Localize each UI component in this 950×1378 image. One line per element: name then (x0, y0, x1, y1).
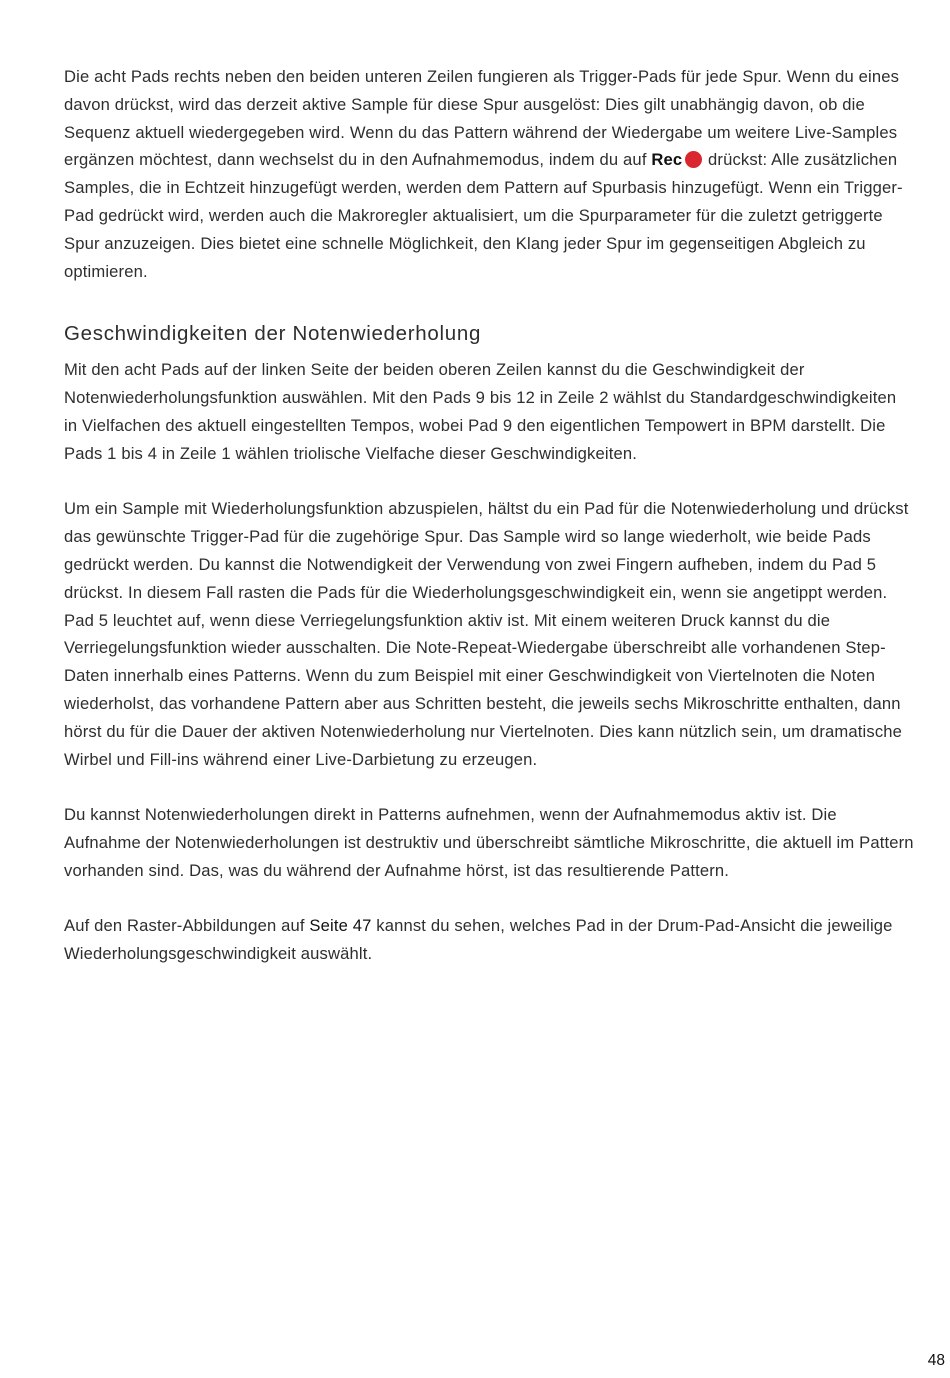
intro-paragraph (64, 63, 914, 285)
rec-button-label: Rec (651, 150, 683, 170)
intro-text-part1: Die acht Pads rechts neben den beiden unteren Zeilen fungieren als Trigger-Pads für jede Spur. Wenn du eines davon drückst, wird das derzeit aktive Sample für diese Spur ausgelöst: Dies gilt unabhängig davon, ob die Sequenz aktuell wiedergegeben wird. Wenn du das Pattern während der Wiedergabe um weitere Live-Samples ergänzen möchtest, dann wechselst du in den Aufnahmemodus, indem du auf (64, 67, 900, 170)
page-reference-link[interactable]: Seite 47 (309, 916, 372, 936)
section-paragraph-3: Du kannst Notenwiederholungen direkt in Patterns aufnehmen, wenn der Aufnahmemodus aktiv ist. Die Aufnahme der Notenwiederholungen ist destruktiv und überschreibt sämtliche Mikroschritte, die aktuell im Pattern vorhanden sind. Das, was du während der Aufnahme hörst, ist das resultierende Pattern. (64, 805, 914, 880)
section-paragraph-2: Um ein Sample mit Wiederholungsfunktion abzuspielen, hältst du ein Pad für die Notenwiederholung und drückst das gewünschte Trigger-Pad für die zugehörige Spur. Das Sample wird so lange wiederholt, wie beide Pads gedrückt werden. Du kannst die Notwendigkeit der Verwendung von zwei Fingern aufheben, indem du Pad 5 drückst. In diesem Fall rasten die Pads für die Wiederholungsgeschwindigkeit ein, wenn sie angetippt werden. Pad 5 leuchtet auf, wenn diese Verriegelungsfunktion aktiv ist. Mit einem weiteren Druck kannst du die Verriegelungsfunktion wieder ausschalten. Die Note-Repeat-Wiedergabe überschreibt alle vorhandenen Step-Daten innerhalb eines Patterns. Wenn du zum Beispiel mit einer Geschwindigkeit von Viertelnoten die Noten wiederholst, das vorhandene Pattern aber aus Schritten besteht, die jeweils sechs Mikroschritte enthalten, dann hörst du für die Dauer der aktiven Notenwiederholung nur Viertelnoten. Dies kann nützlich sein, um dramatische Wirbel und Fill-ins während einer Live-Darbietung zu erzeugen. (64, 499, 909, 769)
paragraph-4-text-part2: kannst du sehen, welches Pad in der Drum-Pad-Ansicht die jeweilige Wiederholungsgeschwindigkeit auswählt. (64, 916, 893, 964)
page-number: 48 (927, 1352, 945, 1369)
paragraph-4-text-part1: Auf den Raster-Abbildungen auf (64, 916, 310, 936)
rec-record-icon (685, 151, 702, 168)
section-paragraph-1: Mit den acht Pads auf der linken Seite der beiden oberen Zeilen kannst du die Geschwindigkeit der Notenwiederholungsfunktion auswählen. Mit den Pads 9 bis 12 in Zeile 2 wählst du Standardgeschwindigkeiten in Vielfachen des aktuell eingestellten Tempos, wobei Pad 9 den eigentlichen Tempowert in BPM darstellt. Die Pads 1 bis 4 in Zeile 1 wählen triolische Vielfache dieser Geschwindigkeiten. (64, 360, 897, 463)
page-content (64, 63, 914, 968)
intro-text-part2: drückst: Alle zusätzlichen Samples, die in Echtzeit hinzugefügt werden, werden dem Pattern auf Spurbasis hinzugefügt. Wenn ein Trigger-Pad gedrückt wird, werden auch die Makroregler aktualisiert, um die Spurparameter für die zuletzt getriggerte Spur anzuzeigen. Dies bietet eine schnelle Möglichkeit, den Klang jeder Spur im gegenseitigen Abgleich zu optimieren. (64, 150, 903, 281)
section-paragraph-4 (64, 912, 914, 968)
section-heading: Geschwindigkeiten der Notenwiederholung (64, 322, 482, 346)
